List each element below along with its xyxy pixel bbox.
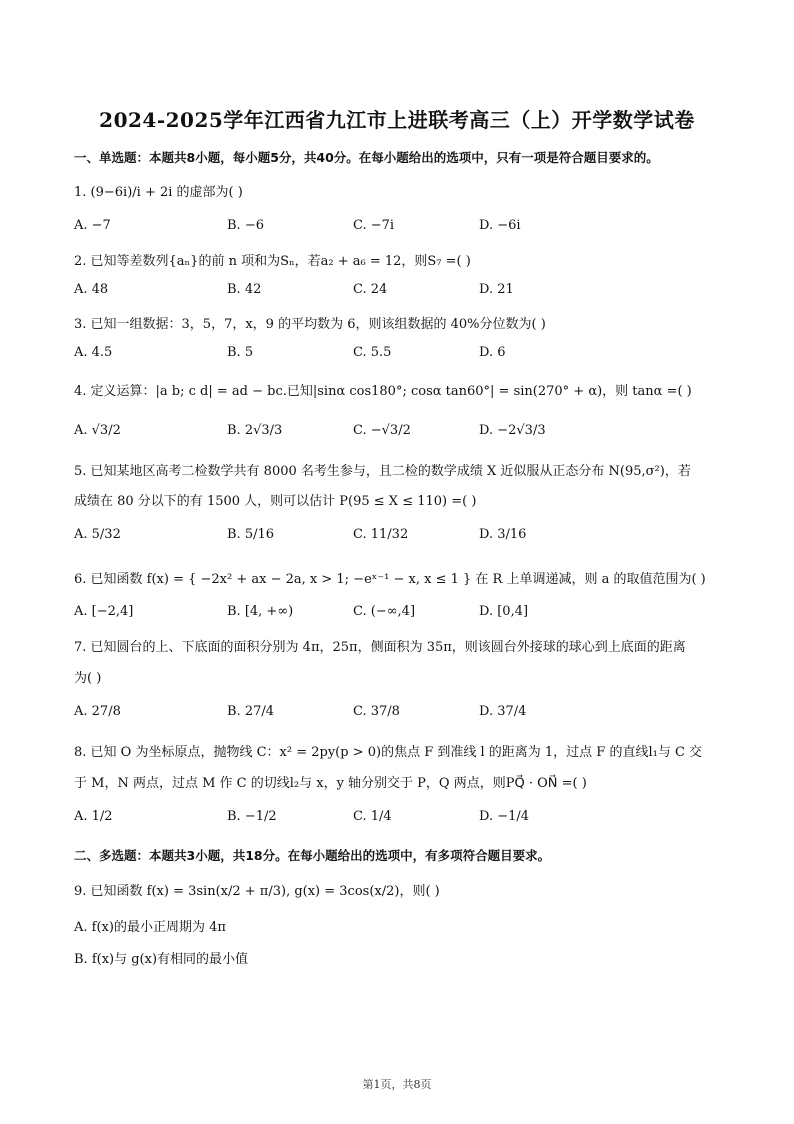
- option-a: A. 5/32: [74, 527, 121, 542]
- option-d: D. −2√3/3: [479, 423, 546, 438]
- question-1-options: [74, 218, 734, 240]
- question-4-stem: 4. 定义运算：|a b; c d| = ad − bc.已知|sinα cos180°; cosα tan60°| = sin(270° + α)，则 tanα =( ): [74, 384, 692, 399]
- option-a: A. [−2,4]: [74, 604, 134, 619]
- option-d: D. 3/16: [479, 527, 527, 542]
- option-c: C. (−∞,4]: [353, 604, 416, 619]
- option-c: C. 11/32: [353, 527, 409, 542]
- question-8-stem-continued: 于 M，N 两点，过点 M 作 C 的切线l₂与 x，y 轴分别交于 P，Q 两点，则PQ⃗ · ON⃗ =( ): [74, 776, 587, 791]
- option-d: D. −1/4: [479, 809, 530, 824]
- question-6-stem: 6. 已知函数 f(x) = { −2x² + ax − 2a, x > 1; −eˣ⁻¹ − x, x ≤ 1 } 在 R 上单调递减，则 a 的取值范围为( ): [74, 572, 706, 587]
- option-b: B. 2√3/3: [227, 423, 283, 438]
- question-2-stem: 2. 已知等差数列{aₙ}的前 n 项和为Sₙ，若a₂ + a₆ = 12，则S₇ =( ): [74, 254, 471, 269]
- question-5-stem-continued: 成绩在 80 分以下的有 1500 人，则可以估计 P(95 ≤ X ≤ 110) =( ): [74, 494, 477, 509]
- question-9-option-a: A. f(x)的最小正周期为 4π: [74, 920, 226, 935]
- option-b: B. −6: [227, 218, 264, 233]
- question-3-options: [74, 345, 734, 367]
- question-9-stem: 9. 已知函数 f(x) = 3sin(x/2 + π/3), g(x) = 3cos(x/2)，则( ): [74, 884, 440, 899]
- question-7-stem-continued: 为( ): [74, 671, 102, 686]
- option-b: B. −1/2: [227, 809, 277, 824]
- question-5-options: [74, 527, 734, 549]
- option-c: C. 24: [353, 282, 388, 297]
- option-c: C. 5.5: [353, 345, 392, 360]
- question-7-stem: 7. 已知圆台的上、下底面的面积分别为 4π，25π，侧面积为 35π，则该圆台外接球的球心到上底面的距离: [74, 640, 686, 655]
- question-1-stem: 1. (9−6i)/i + 2i 的虚部为( ): [74, 185, 243, 200]
- question-7-options: [74, 704, 734, 726]
- option-d: D. [0,4]: [479, 604, 529, 619]
- option-d: D. 37/4: [479, 704, 527, 719]
- question-8-stem: 8. 已知 O 为坐标原点，抛物线 C：x² = 2py(p > 0)的焦点 F 到准线 l 的距离为 1，过点 F 的直线l₁与 C 交: [74, 745, 703, 760]
- option-d: D. −6i: [479, 218, 521, 233]
- section-heading-single-choice: 一、单选题：本题共8小题，每小题5分，共40分。在每小题给出的选项中，只有一项是符合题目要求的。: [74, 150, 659, 165]
- option-d: D. 6: [479, 345, 506, 360]
- question-9-option-b: B. f(x)与 g(x)有相同的最小值: [74, 952, 249, 967]
- page-footer: 第1页，共8页: [362, 1078, 432, 1091]
- option-c: C. 1/4: [353, 809, 392, 824]
- option-c: C. −7i: [353, 218, 395, 233]
- option-a: A. 1/2: [74, 809, 113, 824]
- exam-title: 2024-2025学年江西省九江市上进联考高三（上）开学数学试卷: [99, 108, 695, 132]
- option-a: A. −7: [74, 218, 111, 233]
- question-3-stem: 3. 已知一组数据：3，5，7，x，9 的平均数为 6，则该组数据的 40%分位数为( ): [74, 317, 546, 332]
- option-a: A. 48: [74, 282, 109, 297]
- option-b: B. 42: [227, 282, 262, 297]
- option-a: A. √3/2: [74, 423, 121, 438]
- question-5-stem: 5. 已知某地区高考二检数学共有 8000 名考生参与，且二检的数学成绩 X 近似服从正态分布 N(95,σ²)，若: [74, 464, 691, 479]
- option-c: C. −√3/2: [353, 423, 411, 438]
- option-b: B. 5/16: [227, 527, 275, 542]
- option-b: B. 5: [227, 345, 254, 360]
- option-b: B. [4, +∞): [227, 604, 294, 619]
- question-8-options: [74, 809, 734, 831]
- option-c: C. 37/8: [353, 704, 400, 719]
- question-6-options: [74, 604, 734, 626]
- option-a: A. 4.5: [74, 345, 113, 360]
- option-a: A. 27/8: [74, 704, 121, 719]
- question-4-options: [74, 423, 734, 445]
- question-2-options: [74, 282, 734, 304]
- option-b: B. 27/4: [227, 704, 275, 719]
- section-heading-multiple-choice: 二、多选题：本题共3小题，共18分。在每小题给出的选项中，有多项符合题目要求。: [74, 848, 551, 863]
- option-d: D. 21: [479, 282, 514, 297]
